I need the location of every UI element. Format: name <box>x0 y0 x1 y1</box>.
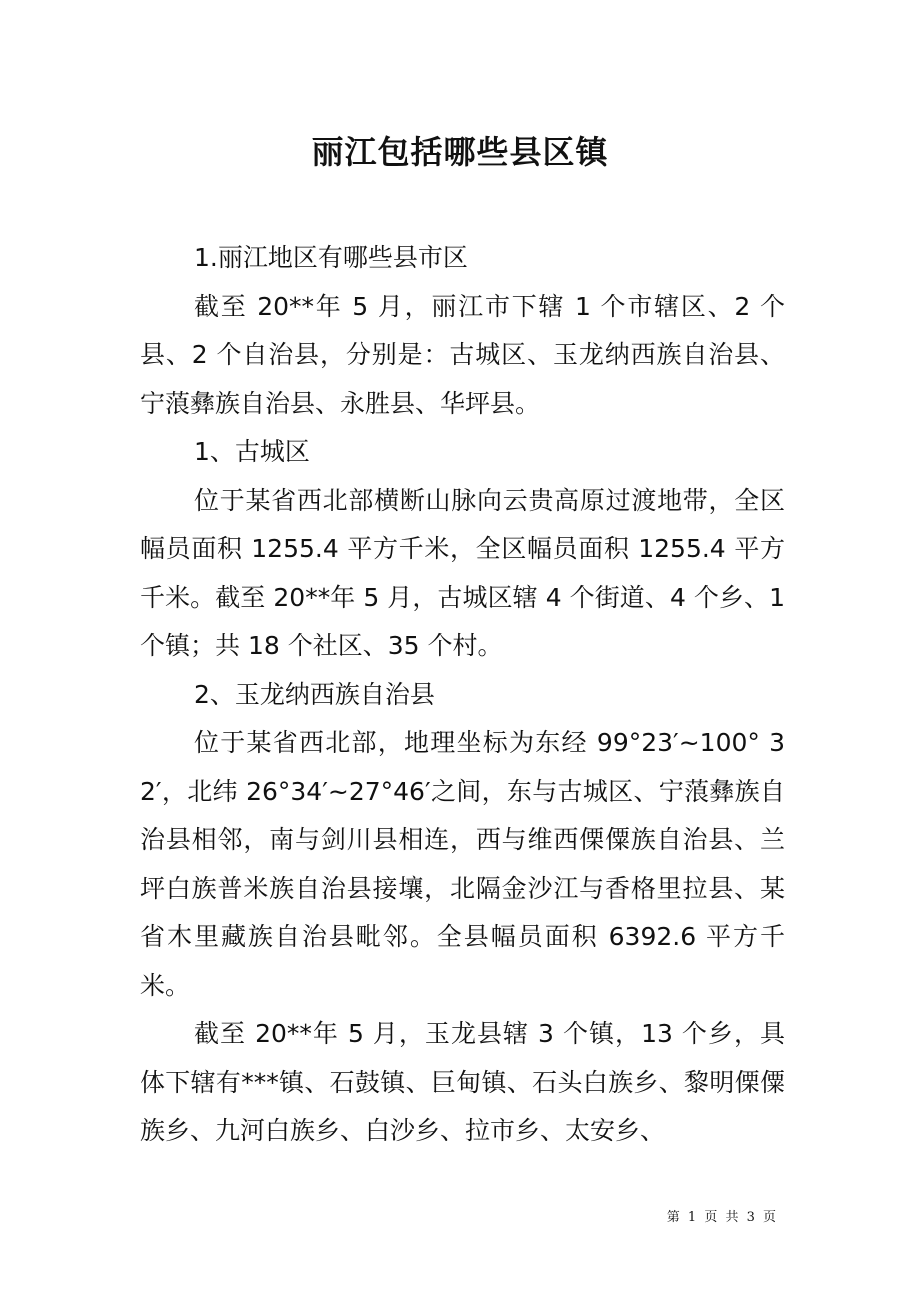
paragraph-heading-yulong: 2、玉龙纳西族自治县 <box>194 679 435 709</box>
paragraph-yulong-geo: 位于某省西北部，地理坐标为东经 99°23′~100° 32′，北纬 26°34′~27°46′之间，东与古城区、宁蒗彝族自治县相邻，南与剑川县相连，西与维西傈僳族自治县、兰坪白族普米族自治县接壤，北隔金沙江与香格里拉县、某省木里藏族自治县毗邻。全县幅员面积 6392.6 平方千米。 <box>140 728 785 1000</box>
page-number-footer: 第 1 页 共 3 页 <box>666 1210 778 1225</box>
paragraph-heading-1: 1.丽江地区有哪些县市区 <box>194 243 468 272</box>
paragraph-yulong-admin: 截至 20**年 5 月，玉龙县辖 3 个镇，13 个乡，具体下辖有***镇、石鼓镇、巨甸镇、石头白族乡、黎明傈僳族乡、九河白族乡、白沙乡、拉市乡、太安乡、 <box>140 1019 785 1145</box>
paragraph-overview: 截至 20**年 5 月，丽江市下辖 1 个市辖区、2 个县、2 个自治县，分别是：古城区、玉龙纳西族自治县、宁蒗彝族自治县、永胜县、华坪县。 <box>140 291 785 418</box>
document-body <box>140 234 785 1156</box>
paragraph-gucheng: 位于某省西北部横断山脉向云贵高原过渡地带，全区幅员面积 1255.4 平方千米，全区幅员面积 1255.4 平方千米。截至 20**年 5 月，古城区辖 4 个街道、4 个乡、1 个镇；共 18 个社区、35 个村。 <box>140 485 785 660</box>
document-title: 丽江包括哪些县区镇 <box>311 133 609 171</box>
paragraph-heading-gucheng: 1、古城区 <box>194 437 310 466</box>
